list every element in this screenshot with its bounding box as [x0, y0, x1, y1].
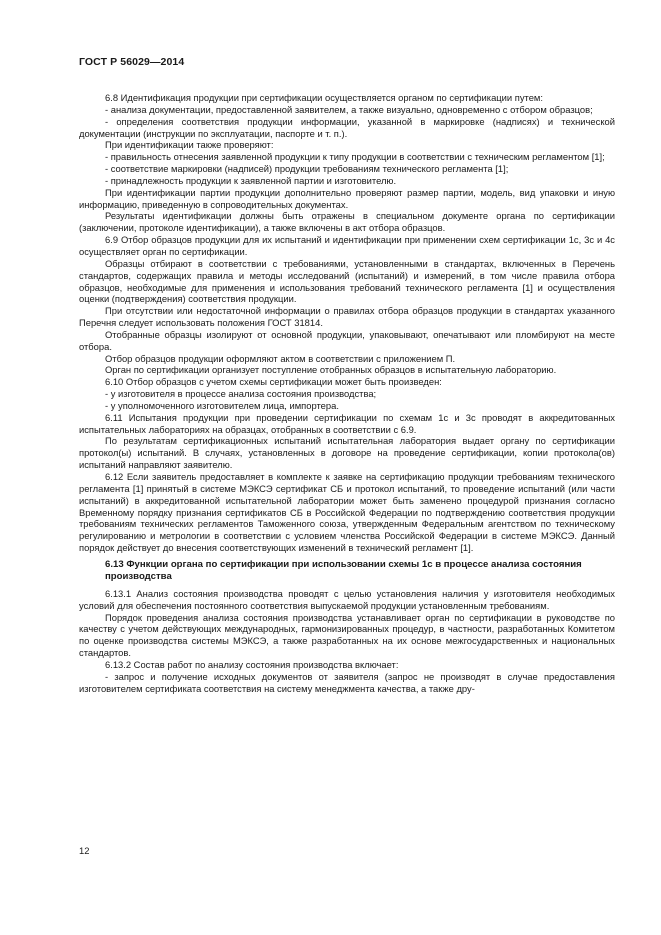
paragraph: 6.13.1 Анализ состояния производства проводят с целью установления наличия у изготовителя необходимых условий для обеспечения постоянного соответствия выпускаемой продукции установленным требованиям.	[79, 587, 615, 611]
paragraph: По результатам сертификационных испытаний испытательная лаборатория выдает органу по сертификации протокол(ы) испытаний. В случаях, установленных в договоре на проведение сертификации, копии протокола(ов) испытаний направляют заявителю.	[79, 435, 615, 471]
paragraph: При отсутствии или недостаточной информации о правилах отбора образцов продукции в стандартах указанного Перечня следует использовать положения ГОСТ 31814.	[79, 305, 615, 329]
list-item: - правильность отнесения заявленной продукции к типу продукции в соответствии с техническим регламентом [1];	[105, 151, 605, 163]
paragraph: 6.12 Если заявитель предоставляет в комплекте к заявке на сертификацию продукции требованиям технического регламента [1] принятый в системе МЭКСЭ сертификат СБ и протокол испытаний, то проведение испытаний (или части испытаний) в аккредитованной испытательной лаборатории может быть заменено процедурой признания согласно Временному порядку признания сертификатов СБ в Российской Федерации по подтверждению соответствия продукции требованиям технических регламентов Таможенного союза, утвержденным Федеральным агентством по техническому регулированию и метрологии в соответствии с условием членства Российской Федерации в системе МЭКСЭ. Данный порядок действует до внесения соответствующих изменений в технический регламент [1].	[79, 471, 615, 554]
paragraph: Орган по сертификации организует поступление отобранных образцов в испытательную лабораторию.	[105, 364, 557, 376]
paragraph: Результаты идентификации должны быть отражены в специальном документе органа по сертификации (заключении, протоколе идентификации), а также включены в акт отбора образцов.	[79, 210, 615, 234]
paragraph: При идентификации партии продукции дополнительно проверяют размер партии, модель, вид упаковки и иную информацию, приведенную в сопроводительных документах.	[79, 186, 615, 210]
list-item: - анализа документации, предоставленной заявителем, а также визуально, одновременно с отбором образцов;	[105, 103, 593, 115]
paragraph: 6.10 Отбор образцов с учетом схемы сертификации может быть произведен:	[105, 376, 442, 388]
paragraph: Образцы отбирают в соответствии с требованиями, установленными в стандартах, включенных в Перечень стандартов, содержащих правила и методы исследований (испытаний) и измерений, в том числе правила отбора образцов, необходимые для применения и использования требований технического регламента [1] и осуществления оценки (подтверждения) соответствия продукции.	[79, 257, 615, 305]
paragraph: Отобранные образцы изолируют от основной продукции, упаковывают, опечатывают или пломбируют на месте отбора.	[79, 328, 615, 352]
list-item: - у изготовителя в процессе анализа состояния производства;	[105, 388, 377, 400]
document-header: ГОСТ Р 56029—2014	[79, 56, 185, 68]
paragraph: 6.8 Идентификация продукции при сертификации осуществляется органом по сертификации путем:	[105, 92, 543, 103]
paragraph: 6.9 Отбор образцов продукции для их испытаний и идентификации при применении схем сертификации 1с, 3с и 4с осуществляет орган по сертификации.	[79, 234, 615, 257]
paragraph: 6.13.2 Состав работ по анализу состояния производства включает:	[105, 658, 399, 670]
document-body	[79, 92, 615, 695]
list-item: - у уполномоченного изготовителем лица, импортера.	[105, 399, 339, 411]
paragraph: Отбор образцов продукции оформляют актом в соответствии с приложением П.	[105, 352, 456, 364]
paragraph: При идентификации также проверяют:	[105, 139, 274, 151]
list-item: - определения соответствия продукции информации, указанной в маркировке (надписях) и технической документации (инструкции по эксплуатации, паспорте и т. п.).	[79, 115, 615, 139]
page-number: 12	[79, 845, 90, 856]
section-heading: 6.13 Функции органа по сертификации при использовании схемы 1с в процессе анализа состояния производства	[105, 558, 582, 582]
list-item: - принадлежность продукции к заявленной партии и изготовителю.	[105, 174, 397, 186]
list-item: - запрос и получение исходных документов от заявителя (запрос не производят в случае предоставления изготовителем сертификата соответствия на систему менеджмента качества, а также дру-	[79, 670, 615, 694]
paragraph: 6.11 Испытания продукции при проведении сертификации по схемам 1с и 3с проводят в аккредитованных испытательных лабораториях на образцах, отобранных в соответствии с 6.9.	[79, 411, 615, 435]
list-item: - соответствие маркировки (надписей) продукции требованиям технического регламента [1];	[105, 163, 509, 175]
paragraph: Порядок проведения анализа состояния производства устанавливает орган по сертификации в руководстве по качеству с учетом действующих международных, гармонизированных процедур, в частности, разработанных Комитетом по оценке производства системы МЭКСЭ, а также разработанных на их основе межгосударственных и национальных стандартов.	[79, 611, 615, 659]
